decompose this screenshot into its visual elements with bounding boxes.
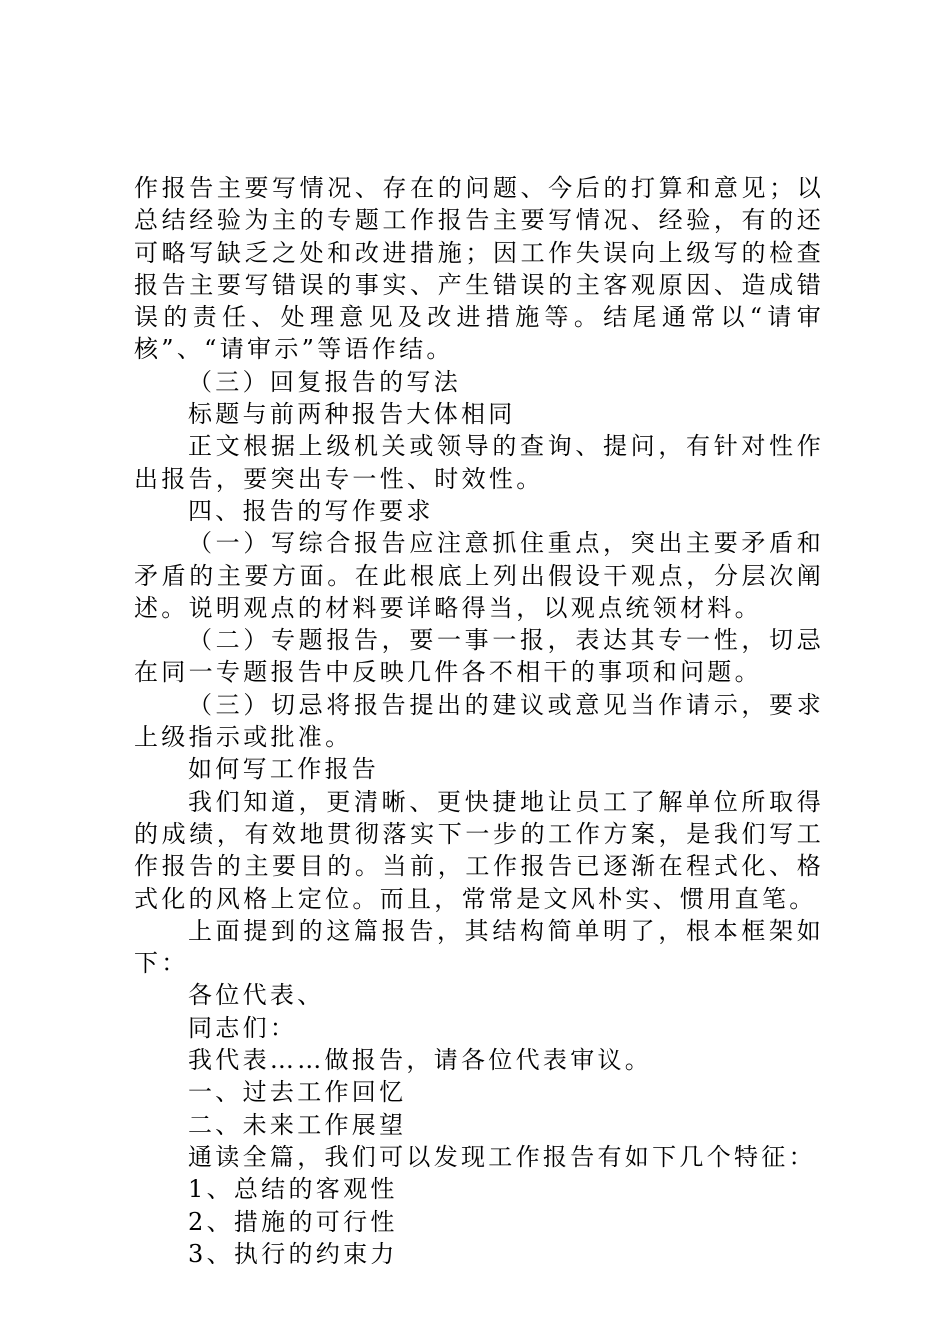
paragraph: 同志们： (188, 1013, 298, 1042)
list-item: 1、总结的客观性 (188, 1175, 398, 1204)
paragraph: （一）写综合报告应注意抓住重点，突出主要矛盾和矛盾的主要方面。在此根底上列出假设干观点，分层次阐述。说明观点的材料要详略得当，以观点统领材料。 (134, 529, 824, 622)
paragraph: （三）切忌将报告提出的建议或意见当作请示，要求上级指示或批准。 (134, 690, 824, 752)
section-heading-requirements: 四、报告的写作要求 (188, 496, 434, 525)
paragraph: 通读全篇，我们可以发现工作报告有如下几个特征： (188, 1142, 816, 1171)
paragraph: 标题与前两种报告大体相同 (188, 400, 516, 429)
list-item: 2、措施的可行性 (188, 1207, 398, 1236)
paragraph: 上面提到的这篇报告，其结构简单明了，根本框架如下： (134, 916, 824, 978)
section-heading-how-to-write: 如何写工作报告 (188, 755, 380, 784)
paragraph: 我们知道，更清晰、更快捷地让员工了解单位所取得的成绩，有效地贯彻落实下一步的工作方案，是我们写工作报告的主要目的。当前，工作报告已逐渐在程式化、格式化的风格上定位。而且，常常是文风朴实、惯用直笔。 (134, 787, 824, 913)
list-item: 3、执行的约束力 (188, 1239, 398, 1268)
paragraph: 我代表……做报告，请各位代表审议。 (188, 1046, 653, 1075)
paragraph: 各位代表、 (188, 981, 325, 1010)
list-item: 二、未来工作展望 (188, 1110, 407, 1139)
section-heading-reply-report: （三）回复报告的写法 (188, 367, 461, 396)
paragraph: （二）专题报告，要一事一报，表达其专一性，切忌在同一专题报告中反映几件各不相干的事项和问题。 (134, 626, 824, 687)
paragraph: 正文根据上级机关或领导的查询、提问，有针对性作出报告，要突出专一性、时效性。 (134, 432, 824, 493)
paragraph-continued: 作报告主要写情况、存在的问题、今后的打算和意见；以总结经验为主的专题工作报告主要写情况、经验，有的还可略写缺乏之处和改进措施；因工作失误向上级写的检查报告主要写错误的事实、产生错误的主客观原因、造成错误的责任、处理意见及改进措施等。结尾通常以“请审核”、“请审示”等语作结。 (134, 174, 824, 364)
document-body (134, 172, 824, 1270)
list-item: 一、过去工作回忆 (188, 1078, 407, 1107)
